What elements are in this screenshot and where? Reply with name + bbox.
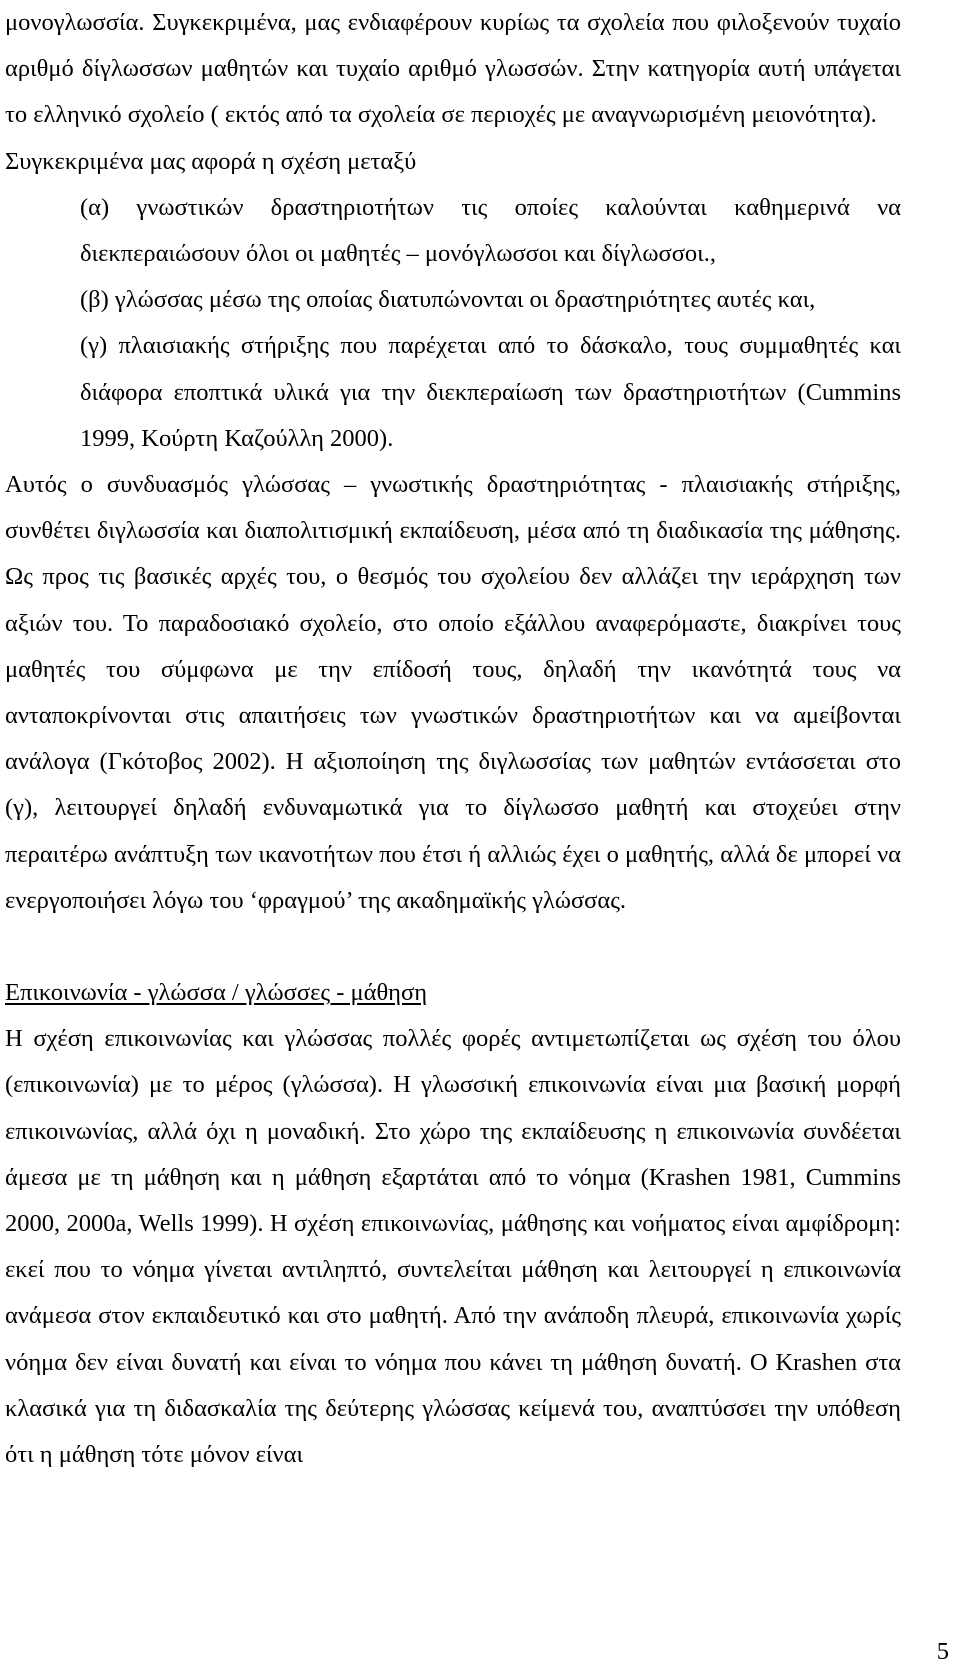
paragraph-communication: Η σχέση επικοινωνίας και γλώσσας πολλές φορές αντιμετωπίζεται ως σχέση του όλου (επικοινωνία) με το μέρος (γλώσσα). Η γλωσσική επικοινωνία είναι μια βασική μορφή επικοινωνίας, αλλά όχι η μοναδική. Στο χώρο της εκπαίδευσης η επικοινωνία συνδέεται άμεσα με τη μάθηση και η μάθηση εξαρτάται από το νόημα (Krashen 1981, Cummins 2000, 2000a, Wells 1999). Η σχέση επικοινωνίας, μάθησης και νοήματος είναι αμφίδρομη: εκεί που το νόημα γίνεται αντιληπτό, συντελείται μάθηση και λειτουργεί η επικοινωνία ανάμεσα στον εκπαιδευτικό και στο μαθητή. Από την ανάποδη πλευρά, επικοινωνία χωρίς νόημα δεν είναι δυνατή και είναι το νόημα που κάνει τη μάθηση δυνατή. Ο Krashen στα κλασικά για τη διδασκαλία της δεύτερης γλώσσας κείμενά του, αναπτύσσει την υπόθεση ότι η μάθηση τότε μόνον είναι: [5, 1025, 901, 1469]
document-page: [5, 0, 901, 1478]
list-item-c: (γ) πλαισιακής στήριξης που παρέχεται από το δάσκαλο, τους συμμαθητές και διάφορα εποπτικά υλικά για την διεκπεραίωση των δραστηριοτήτων (Cummins 1999, Κούρτη Καζούλλη 2000).: [80, 332, 901, 452]
paragraph-combination: Αυτός ο συνδυασμός γλώσσας – γνωστικής δραστηριότητας - πλαισιακής στήριξης, συνθέτει διγλωσσία και διαπολιτισμική εκπαίδευση, μέσα από τη διαδικασία της μάθησης. Ως προς τις βασικές αρχές του, ο θεσμός του σχολείου δεν αλλάζει την ιεράρχηση των αξιών του. Το παραδοσιακό σχολείο, στο οποίο εξάλλου αναφερόμαστε, διακρίνει τους μαθητές του σύμφωνα με την επίδοσή τους, δηλαδή την ικανότητά τους να ανταποκρίνονται στις απαιτήσεις των γνωστικών δραστηριοτήτων και να αμείβονται ανάλογα (Γκότοβος 2002). Η αξιοποίηση της διγλωσσίας των μαθητών εντάσσεται στο (γ), λειτουργεί δηλαδή ενδυναμωτικά για το δίγλωσσο μαθητή και στοχεύει στην περαιτέρω ανάπτυξη των ικανοτήτων που έτσι ή αλλιώς έχει ο μαθητής, αλλά δε μπορεί να ενεργοποιήσει λόγω του ‘φραγμού’ της ακαδημαϊκής γλώσσας.: [5, 471, 901, 914]
list-item-b: (β) γλώσσας μέσω της οποίας διατυπώνονται οι δραστηριότητες αυτές και,: [80, 286, 816, 314]
section-heading: Επικοινωνία - γλώσσα / γλώσσες - μάθηση: [5, 979, 428, 1007]
paragraph-relation-intro: Συγκεκριμένα μας αφορά η σχέση μεταξύ: [5, 147, 417, 175]
list-item-a: (α) γνωστικών δραστηριοτήτων τις οποίες καλούνται καθημερινά να διεκπεραιώσουν όλοι οι μαθητές – μονόγλωσσοι και δίγλωσσοι.,: [80, 193, 901, 268]
paragraph-intro: μονογλωσσία. Συγκεκριμένα, μας ενδιαφέρουν κυρίως τα σχολεία που φιλοξενούν τυχαίο αριθμό δίγλωσσων μαθητών και τυχαίο αριθμό γλωσσών. Στην κατηγορία αυτή υπάγεται το ελληνικό σχολείο ( εκτός από τα σχολεία σε περιοχές με αναγνωρισμένη μειονότητα).: [5, 9, 901, 129]
page-number: 5: [936, 1638, 949, 1665]
